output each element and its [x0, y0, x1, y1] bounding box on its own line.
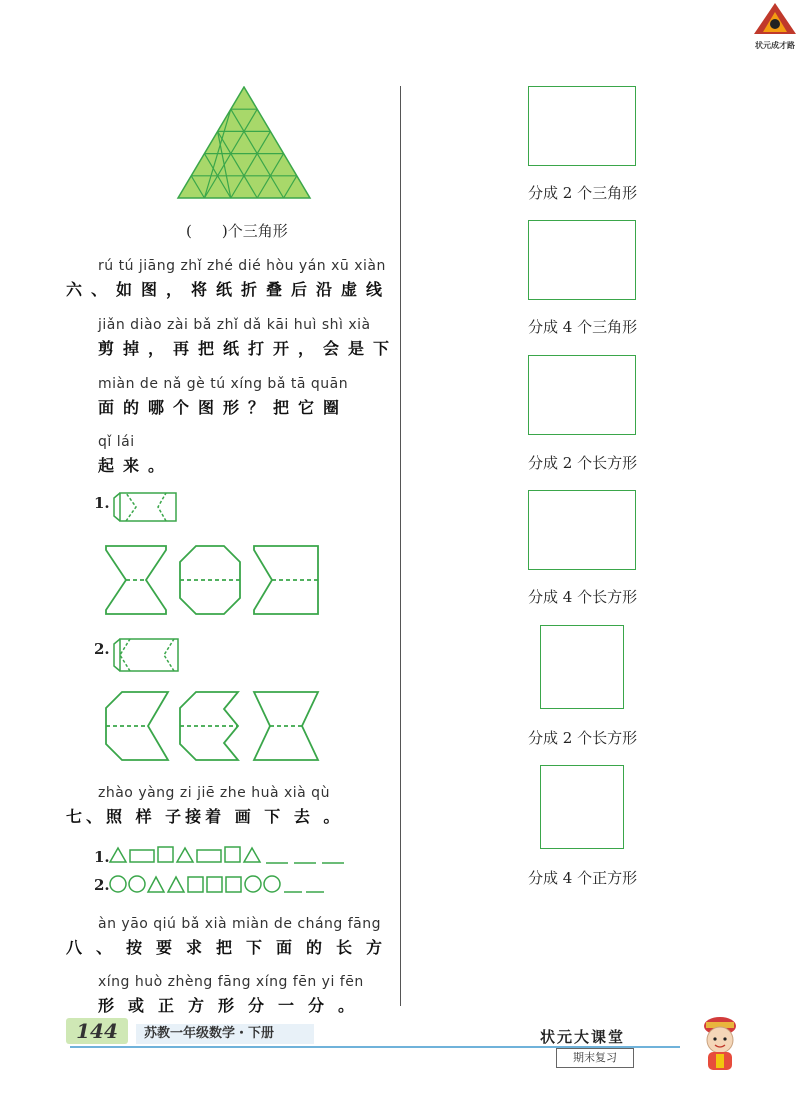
shape-box-3: [528, 355, 636, 435]
q6-pinyin-4: qǐ lái: [98, 434, 135, 450]
q7-row-1-pattern: [108, 845, 348, 865]
column-divider: [400, 86, 401, 1006]
q6-pinyin-1: rú tú jiāng zhǐ zhé dié hòu yán xū xiàn: [98, 258, 386, 274]
review-subtitle: 期末复习: [556, 1048, 634, 1068]
shape-box-4: [528, 490, 636, 570]
publisher-logo: [752, 2, 798, 48]
q6-text-3: 面的哪个图形？把它圈: [98, 398, 349, 417]
q8-text-1: 八、按要求把下面的长方: [66, 938, 397, 957]
shape-caption-5: 分成 2 个长方形: [528, 729, 638, 747]
q6-pinyin-2: jiǎn diào zài bǎ zhǐ dǎ kāi huì shì xià: [98, 317, 371, 333]
page-number: 144: [66, 1018, 128, 1044]
shape-box-1: [528, 86, 636, 166]
shape-caption-2: 分成 4 个三角形: [528, 318, 638, 336]
shape-box-6: [540, 765, 624, 849]
q6-pinyin-3: miàn de nǎ gè tú xíng bǎ tā quān: [98, 376, 349, 392]
q6-item-1-label: 1.: [94, 494, 110, 512]
shape-box-2: [528, 220, 636, 300]
q8-pinyin-2: xíng huò zhèng fāng xíng fēn yi fēn: [98, 974, 364, 990]
shape-caption-1: 分成 2 个三角形: [528, 184, 638, 202]
cartoon-mascot-icon: [688, 1010, 752, 1074]
q7-text: 七、照 样 子接着 画 下 去 。: [66, 807, 344, 826]
q6-item-2-folded-paper: [112, 636, 182, 676]
shape-caption-4: 分成 4 个长方形: [528, 588, 638, 606]
brand-name: 状元大课堂: [540, 1028, 626, 1046]
logo-caption: 状元成才路: [755, 41, 795, 50]
flame-logo-icon: [752, 2, 798, 36]
q6-item-1-folded-paper: [112, 490, 178, 526]
q6-text-4: 起来。: [98, 456, 174, 475]
q7-row-2-pattern: [108, 874, 328, 894]
q6-item-2-options: [104, 690, 322, 764]
q6-text-1: 六、如图，将纸折叠后沿虚线: [66, 280, 392, 299]
q7-row-2-label: 2.: [94, 876, 110, 894]
book-title: 苏教一年级数学・下册: [136, 1024, 314, 1044]
shape-caption-3: 分成 2 个长方形: [528, 454, 638, 472]
q7-pinyin: zhào yàng zi jiē zhe huà xià qù: [98, 785, 330, 801]
triangle-count-question: ( )个三角形: [186, 222, 288, 240]
q6-item-1-options: [104, 544, 322, 618]
shape-caption-6: 分成 4 个正方形: [528, 869, 638, 887]
q7-row-1-label: 1.: [94, 848, 110, 866]
subdivided-triangle-figure: [176, 86, 312, 200]
q6-text-2: 剪掉，再把纸打开，会是下: [98, 339, 399, 358]
shape-box-5: [540, 625, 624, 709]
q6-item-2-label: 2.: [94, 640, 110, 658]
q8-pinyin-1: àn yāo qiú bǎ xià miàn de cháng fāng: [98, 916, 382, 932]
q8-text-2: 形或正方形分一分。: [98, 996, 369, 1015]
